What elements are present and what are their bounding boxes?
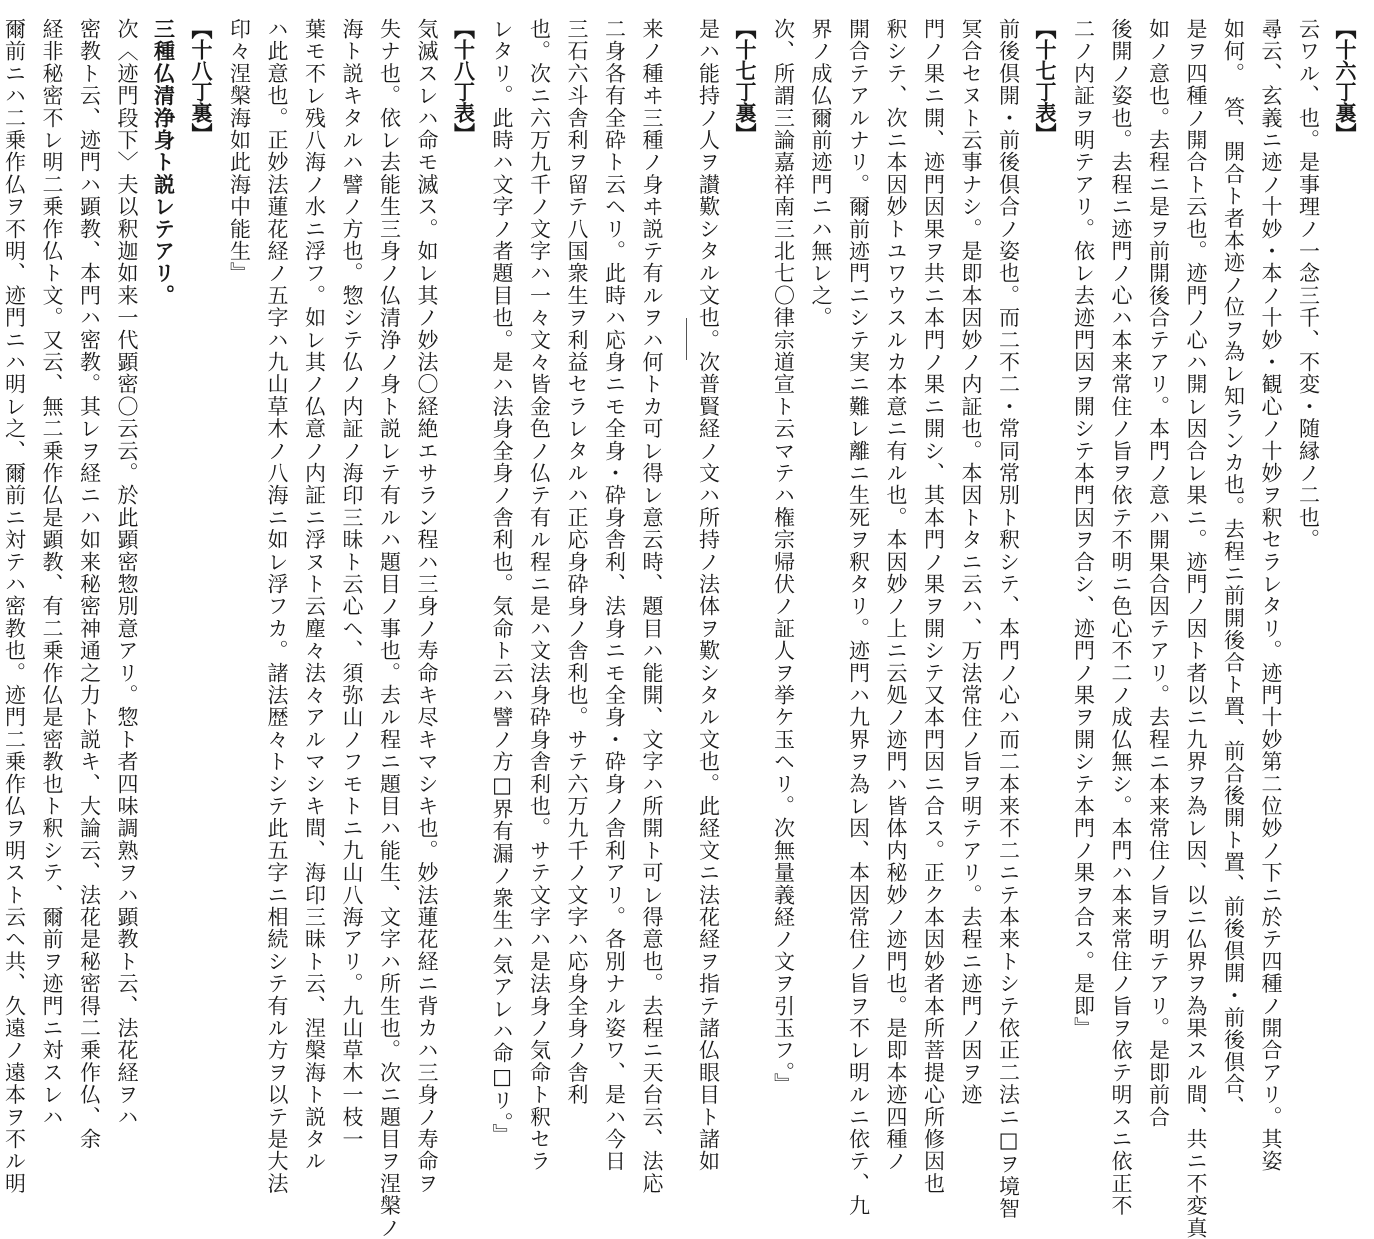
text-line: 冥合セヌト云事ナシ。是即本因妙ノ内証也。本因トタニ云ハ、万法常住ノ旨ヲ明テアリ。去程ニ迹門ノ因ヲ迹 (959, 18, 983, 1106)
text-line: 門ノ果ニ開、迹門因果ヲ共ニ本門ノ果ニ開シ、其本門ノ果ヲ開シテ又本門因ニ合ス。正ク本因妙者本所菩提心所修因也 (921, 18, 946, 1195)
text-line: 印々涅槃海如此海中能生』 (227, 18, 252, 285)
text-line: 云ワル、也。是事理ノ一念三千、不変・随縁ノ二也。 (1296, 18, 1321, 551)
text-line: 後開ノ姿也。去程ニ迹門ノ心ハ本来常住ノ旨ヲ依テ不明ニ色心不二ノ成仏無シ。本門ハ本来常住ノ旨ヲ依テ明スニ依正不 (1109, 18, 1133, 1217)
text-line: 海ト説キタルハ譬ノ方也。惣シテ仏ノ内証ノ海印三昧ト云心ヘ、須弥山ノフモトニ九山八海アリ。九山草木一枝一 (340, 18, 364, 1151)
text-line: ハ此意也。正妙法蓮花経ノ五字ハ九山草木ノ八海ニ如レ浮フカ。諸法歴々トシテ此五字ニ相続シテ有ル方ヲ以テ是大法 (265, 18, 289, 1195)
text-line: 開合テアルナリ。爾前迹門ニシテ実ニ難レ離ニ生死ヲ釈タリ。迹門ハ九界ヲ為レ因、本因常住ノ旨ヲ不レ明ルニ依テ、九 (846, 18, 871, 1217)
text-line: 尋云、玄義ニ迹ノ十妙・本ノ十妙・観心ノ十妙ヲ釈セラレタリ。迹門十妙第二位妙ノ下ニ於テ四種ノ開合アリ。其姿 (1259, 18, 1283, 1173)
text-line: 三石六斗舎利ヲ留テ八国衆生ヲ利益セラレタルハ正応身砕身ノ舎利也。サテ六万九千ノ文字ハ応身全身ノ舎利 (565, 18, 589, 1106)
text-line: 釈シテ、次ニ本因妙トユワウスルカ本意ニ有ル也。本因妙ノ上ニ云処ノ迹門ハ皆体内秘妙ノ迹門也。是即本迹四種ノ (884, 18, 908, 1173)
text-line: 如ノ意也。去程ニ是ヲ前開後合テアリ。本門ノ意ハ開果合因テアリ。去程ニ本来常住ノ旨ヲ明テアリ。是即前合 (1146, 18, 1171, 1128)
gutter-divider (686, 318, 687, 360)
text-line: 次〈迹門段下〉夫以釈迦如来一代顕密〇云云。於此顕密惣別意アリ。惣ト者四味調熟ヲハ顕教ト云、法花経ヲハ (115, 18, 139, 1128)
text-line: 也。次ニ六万九千ノ文字ハ一々文々皆金色ノ仏テ有ル程ニ是ハ文法身砕身舎利也。サテ文字ハ是法身ノ気命ト釈セラ (527, 18, 552, 1173)
page-marker-18-verso: 【十八丁裏】 (189, 18, 214, 144)
page-marker-18-recto: 【十八丁表】 (451, 18, 477, 144)
text-line: 二身各有全砕ト云ヘリ。此時ハ応身ニモ全身・砕身舎利、法身ニモ全身・砕身ノ舎利アリ。各別ナル姿ワ、是ハ今日 (602, 18, 627, 1173)
text-line: 二ノ内証ヲ明テアリ。依レ去迹門因ヲ開シテ本門因ヲ合シ、迹門ノ果ヲ開シテ本門ノ果ヲ合ス。是即』 (1071, 18, 1096, 1040)
right-page (696, 18, 1364, 1239)
text-line: 葉モ不レ残八海ノ水ニ浮フ。如レ其ノ仏意ノ内証ニ浮ヌト云塵々法々アルマシキ間、海印三昧ト云、涅槃海ト説タル (302, 18, 327, 1173)
text-line: 界ノ成仏爾前迹門ニハ無レ之。 (809, 18, 833, 329)
page-marker-17-recto: 【十七丁表】 (1033, 18, 1058, 144)
text-line: 是ハ能持ノ人ヲ讃歎シタル文也。次普賢経ノ文ハ所持ノ法体ヲ歎シタル文也。此経文ニ法花経ヲ指テ諸仏眼目ト諸如 (696, 18, 721, 1173)
text-line: 爾前ニハ二乗作仏ヲ不明、迹門ニハ明レ之、爾前ニ対テハ密教也。迹門二乗作仏ヲ明スト云ヘ共、久遠ノ遠本ヲ不ル明 (2, 18, 27, 1195)
text-line: 是ヲ四種ノ開合ト云也。迹門ノ心ハ開レ因合レ果ニ。迹門ノ因ト者以ニ九界ヲ為レ因、以ニ仏界ヲ為果スル間、共ニ不変真 (1184, 18, 1208, 1239)
text-line: 前後倶開・前後倶合ノ姿也。而二不二・常同常別ト釈シテ、本門ノ心ハ而二本来不二ニテ本来トシテ依正二法ニ□ヲ境智 (996, 18, 1021, 1220)
text-line: 来ノ種ヰ三種ノ身ヰ説テ有ルヲハ何トカ可レ得レ意云時、題目ハ能開、文字ハ所開ト可レ得意也。去程ニ天台云、法応 (640, 18, 664, 1195)
page-marker-17-verso: 【十七丁裏】 (733, 18, 758, 144)
text-line: 次、所謂三論嘉祥南三北七〇律宗道宣ト云マテハ権宗帰伏ノ証人ヲ挙ケ玉ヘリ。次無量義経ノ文ヲ引玉フ。』 (771, 18, 796, 1096)
text-line: 気滅スレハ命モ滅ス。如レ其ノ妙法〇経絶エサラン程ハ三身ノ寿命キ尽キマシキ也。妙法蓮花経ニ背カハ三身ノ寿命ヲ (415, 18, 439, 1195)
text-line: 失ナ也。依レ去能生三身ノ仏清浄ノ身ト説レテ有ルハ題目ノ事也。去ル程ニ題目ハ能生、文字ハ所生也。次ニ題目ヲ涅槃ノ (377, 18, 402, 1239)
left-page (2, 18, 670, 1239)
page-marker-16-verso: 【十六丁裏】 (1333, 18, 1358, 144)
text-line: 密教ト云、迹門ハ顕教、本門ハ密教。其レヲ経ニハ如来秘密神通之力ト説キ、大論云、法花是秘密得二乗作仏、余 (77, 18, 102, 1151)
text-line: 経非秘密不レ明二乗作仏ト文。又云、無二乗作仏是顕教、有二乗作仏是密教也ト釈シテ、爾前ヲ迹門ニ対スレハ (40, 18, 64, 1128)
text-line: 三種仏清浄身ト説レテアリ。 (151, 18, 177, 307)
text-line: レタリ。此時ハ文字ノ者題目也。是ハ法身全身ノ舎利也。気命ト云ハ譬ノ方□界有漏ノ衆生ハ気アレハ命□リ。』 (490, 18, 514, 1146)
text-line: 如何。 答、開合ト者本迹ノ位ヲ為レ知ランカ也。去程ニ前開後合ト置、前合後開ト置、前後倶開・前後倶合、 (1221, 18, 1246, 1118)
